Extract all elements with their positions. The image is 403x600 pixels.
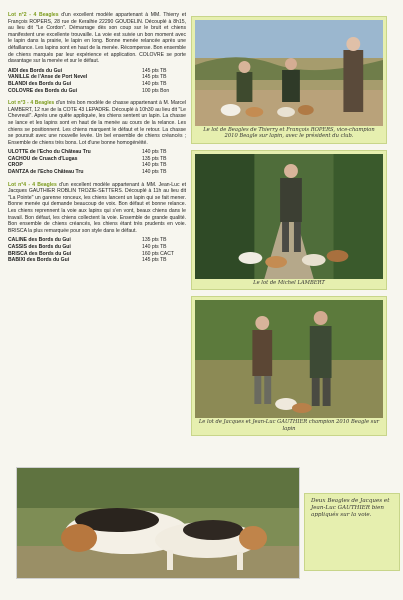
bottom-photo <box>16 467 300 579</box>
dog-name: COLOVRE des Bords du Gui <box>8 87 78 94</box>
table-row <box>8 88 186 95</box>
beagles-on-trail-photo <box>17 468 299 578</box>
lot-2-text: d'un excellent modèle appartenant à MM. Thierry et François ROPERS, 28 rue de Keralhie 22290 GOUDELIN. Découplé à 8h15, au lieu dit "Le Cordon". Démarrage dès son coup sur le bruit et chiens manifestent une excellente trouvaille. La voie est suivie un bon moment avec le lapin dans la prairie, le lapin en long. Bonne menée relancée après une défaillance. Les lapins sont en haut de la menée. Récompense. Bon ensemble de chiens marqués par leur expérience et application. COLOVRE se porte davantage sur la menée et sur le défaut. <box>8 12 186 65</box>
table-row <box>8 237 186 244</box>
table-row <box>8 244 186 251</box>
lot-2-paragraph <box>8 12 186 65</box>
photo-lambert <box>195 154 383 279</box>
dog-grade: 140 pts TB <box>142 162 167 169</box>
table-row <box>8 251 186 258</box>
dog-name: CALINE des Bords du Gui <box>8 237 71 244</box>
lot-3-text: d'un très bon modèle de chasse appartenant à M. Marcel LAMBERT, 12 rue de la COTE 43 LEPADRE. Découplé à 10h30 au lieu dit "Le Chevreuil". Après une quête appliquée, les chiens sentent un lapin. La chasse se lance et les lapins sont en haut de la menée au cours de la relance. Les chiens se positionnent. Les chiens marquent le défaut et le retour. La chasse se poursuit avec une nouvelle levée. Un bel ensemble de chiens créancés ; Ensemble de chiens très bons. Lot d'une bonne homogénéité. <box>8 100 186 146</box>
dog-grade: 140 pts TB <box>142 169 167 176</box>
hunters-with-beagles-photo <box>195 20 383 126</box>
dog-name: CACHOU de Cruach d'Lugas <box>8 155 78 162</box>
dog-grade: 140 pts TB <box>142 244 167 250</box>
bottom-photo-caption: Deux Beagles de Jacques et Jean-Luc GAUTHIER bien appliqués sur la voie. <box>311 498 390 518</box>
dog-name: ULOTTE de l'Echo du Château Tru <box>8 149 91 156</box>
dog-grade: 100 pts Bon <box>142 87 170 94</box>
photo-ropers <box>195 20 383 126</box>
table-row <box>8 156 186 163</box>
dog-name: DANTZA de l'Echo Château Tru <box>8 169 84 176</box>
photo-card-gauthier <box>191 296 387 436</box>
dog-grade: 135 pts TB <box>142 155 167 162</box>
photo-card-ropers <box>191 16 387 144</box>
dog-grade: 145 pts TB <box>142 67 167 74</box>
dog-name: AIDI des Bords du Gui <box>8 67 63 74</box>
hunter-path-beagles-photo <box>195 154 383 279</box>
photo-caption-gauthier: Le lot de Jacques et Jean-Luc GAUTHIER champion 2010 Beagle sur lapin <box>198 419 380 432</box>
lot-3 <box>8 100 186 176</box>
table-row <box>8 169 186 176</box>
lot-2-results <box>8 68 186 94</box>
lot-4-title: Lot n°4 - 4 Beagles <box>8 181 57 188</box>
dog-grade: 145 pts TB <box>142 74 167 81</box>
dog-name: BRISCA des Bords du Gui <box>8 250 72 257</box>
dog-grade: 135 pts TB <box>142 237 167 244</box>
dog-name: BABIXI des Bords du Gui <box>8 257 70 264</box>
two-hunters-beagles-photo <box>195 300 383 418</box>
table-row <box>8 81 186 88</box>
dog-name: BLANDI des Bords du Gui <box>8 80 72 87</box>
table-row <box>8 257 186 264</box>
lot-4 <box>8 182 186 264</box>
lot-3-paragraph <box>8 100 186 146</box>
dog-grade: 145 pts TB <box>142 257 167 264</box>
dog-grade: 140 pts TB <box>142 149 167 156</box>
dog-grade: 160 pts CACT <box>142 250 174 257</box>
lot-4-paragraph <box>8 182 186 235</box>
text-column <box>8 12 186 270</box>
lot-2 <box>8 12 186 94</box>
table-row <box>8 162 186 169</box>
lot-3-title: Lot n°3 - 4 Beagles <box>8 100 55 107</box>
dog-name: CROP <box>8 162 23 169</box>
photo-caption-ropers: Le lot de Beagles de Thierry et François ROPERS, vice-champion 2010 Beagle sur lapin, avec le président du club. <box>203 127 375 140</box>
lot-2-title: Lot n°2 - 4 Beagles <box>8 12 59 18</box>
photo-caption-lambert: Le lot de Michel LAMBERT <box>253 279 325 286</box>
dog-name: CASSIS des Bords du Gui <box>8 244 71 250</box>
table-row <box>8 149 186 156</box>
bottom-photo-caption-box <box>304 493 400 571</box>
table-row <box>8 68 186 75</box>
table-row <box>8 74 186 81</box>
dog-grade: 140 pts TB <box>142 80 167 87</box>
photo-card-lambert <box>191 150 387 290</box>
photo-gauthier <box>195 300 383 418</box>
lot-4-text: d'un excellent modèle appartenant à MM. Jean-Luc et Jacques GAUTHIER ROBLIN TROZIE-SETTERS. Découplé à 11h au lieu dit "La Pointe" un garenne ronceux, les chiens lancent un lapin qui se fait mener. Bonne menée qui demande beaucoup de voix. Bon défaut et bonne relance. Les chiens reprennent la voie aux lapins qui s'en vont, beaux chiens dans le travail. Bon défaut, les chiens collectent la voie. Ensemble de grande qualité. Bon ensemble de chiens créancés, les chiens étant très prudents en voie. BRISCA la plus remarquée pour son style dans le défaut. <box>8 181 186 234</box>
photo-column <box>191 16 387 442</box>
dog-name: VANILLE de l'Anse de Port Nevel <box>8 74 88 81</box>
lot-3-results <box>8 149 186 175</box>
lot-4-results <box>8 237 186 263</box>
